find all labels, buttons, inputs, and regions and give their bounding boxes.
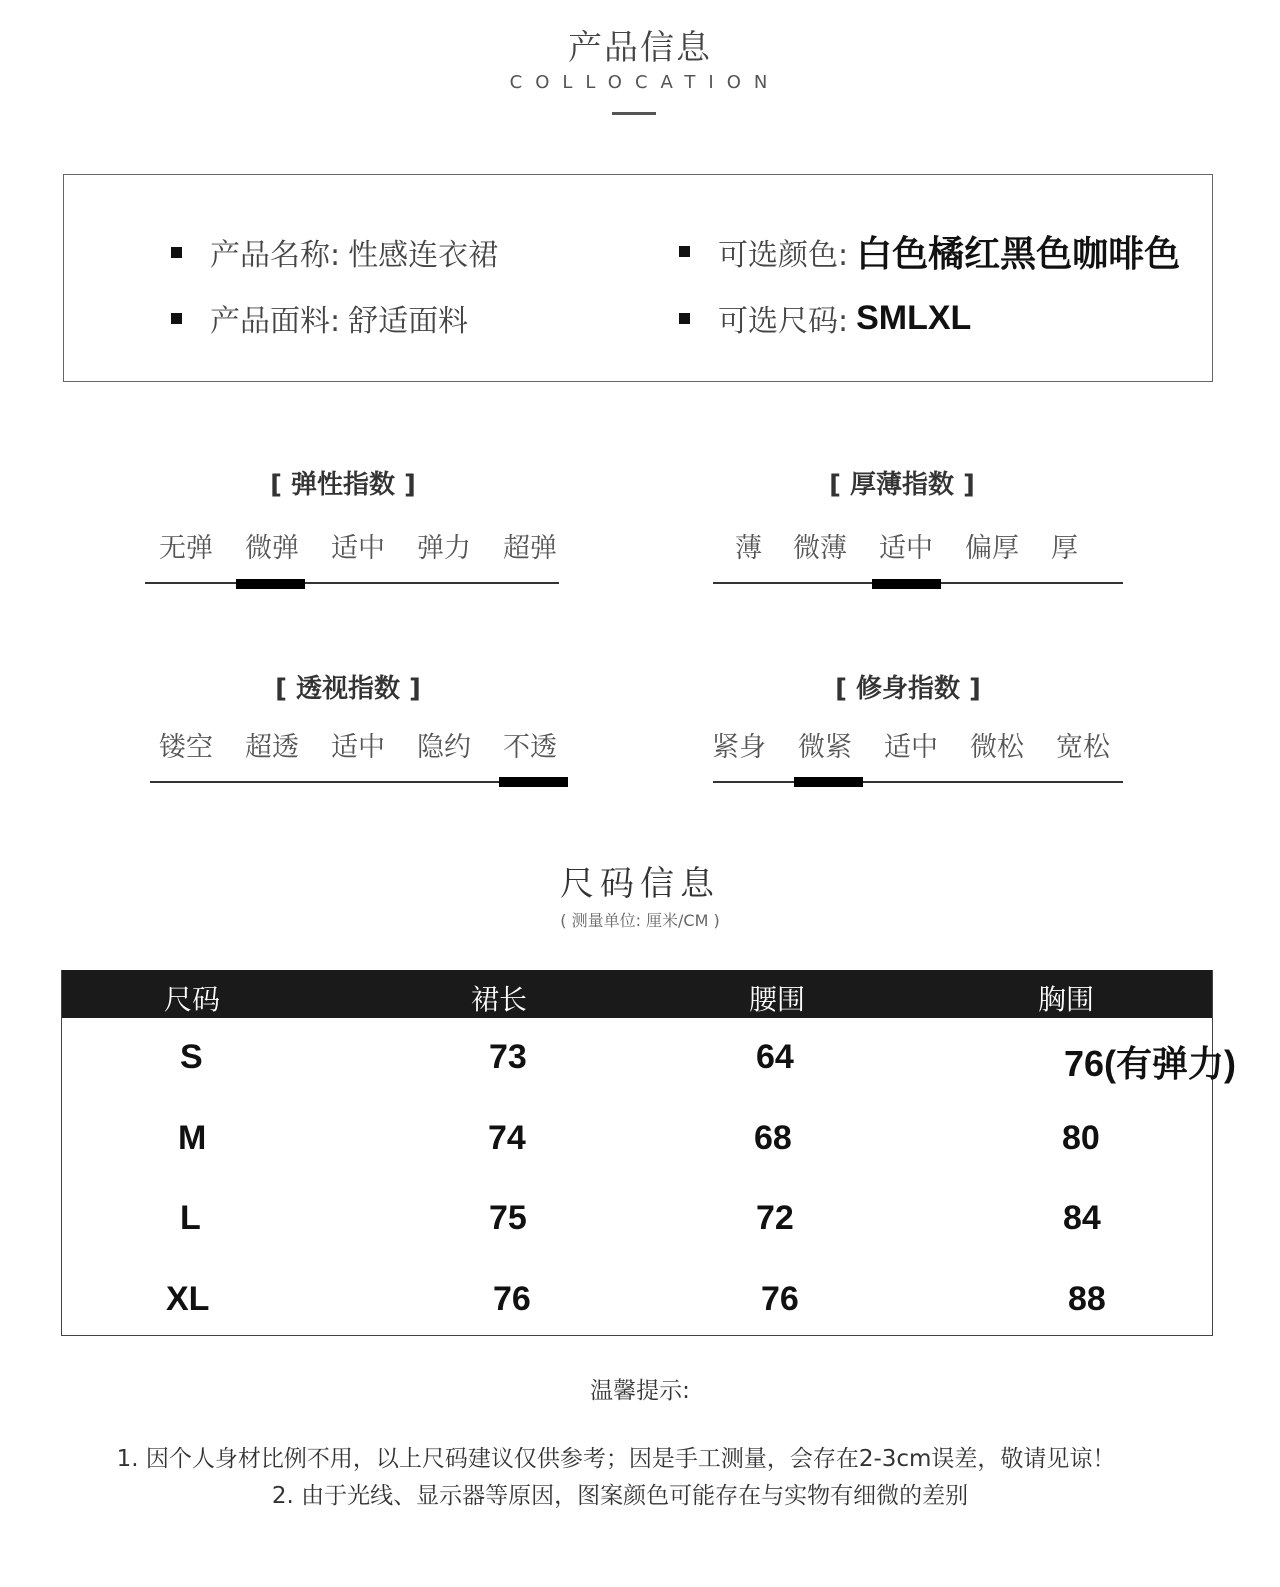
table-cell-waist: 72 <box>756 1199 794 1237</box>
column-header: 裙长 <box>471 983 528 1016</box>
fit-index-options <box>712 725 1142 764</box>
fit-option: 微松 <box>970 732 1024 763</box>
bullet-icon <box>679 246 690 257</box>
elasticity-scale-line <box>145 582 559 584</box>
table-cell-size: L <box>180 1199 201 1237</box>
info-item-size <box>679 296 971 340</box>
thickness-index-title: [ 厚薄指数 ] <box>829 470 975 500</box>
name-label: 产品名称: <box>210 238 341 273</box>
fit-scale-marker <box>794 777 863 787</box>
table-cell-waist: 64 <box>756 1038 794 1076</box>
table-cell-bust: 76(有弹力) <box>1064 1043 1237 1084</box>
transparency-option: 隐约 <box>417 732 471 763</box>
bullet-icon <box>171 247 182 258</box>
transparency-index-options <box>159 725 589 764</box>
bullet-icon <box>679 313 690 324</box>
table-cell-bust: 88 <box>1068 1280 1106 1318</box>
size-info-title: 尺码信息 <box>560 864 720 904</box>
color-value: 白色橘红黑色咖啡色 <box>856 234 1181 275</box>
elasticity-index-title: [ 弹性指数 ] <box>270 470 416 500</box>
info-item-color <box>679 226 1180 277</box>
size-value: SMLXL <box>856 298 972 337</box>
tip-line-2: 2. 由于光线、显示器等原因，图案颜色可能存在与实物有细微的差别 <box>271 1483 969 1509</box>
table-header <box>62 970 1212 1018</box>
size-label: 可选尺码: <box>718 304 849 339</box>
thickness-index-options <box>735 526 1137 565</box>
fabric-value: 舒适面料 <box>348 304 469 339</box>
name-value: 性感连衣裙 <box>348 238 499 273</box>
elasticity-option-selected: 微弹 <box>245 533 299 564</box>
column-header: 胸围 <box>1038 983 1095 1016</box>
transparency-scale-marker <box>499 777 568 787</box>
fabric-label: 产品面料: <box>210 304 341 339</box>
table-cell-size: M <box>178 1119 207 1157</box>
page-title: 产品信息 <box>568 28 712 68</box>
elasticity-index-options <box>159 526 589 565</box>
table-cell-bust: 80 <box>1062 1119 1100 1157</box>
bullet-icon <box>171 313 182 324</box>
thickness-option: 偏厚 <box>965 533 1019 564</box>
product-info-box <box>63 174 1213 382</box>
page-subtitle: COLLOCATION <box>509 72 781 93</box>
elasticity-option: 超弹 <box>503 533 557 564</box>
table-cell-length: 74 <box>488 1119 526 1157</box>
elasticity-scale-marker <box>236 579 305 589</box>
fit-option: 宽松 <box>1056 732 1110 763</box>
tips-title: 温馨提示: <box>590 1378 690 1404</box>
transparency-option: 适中 <box>331 732 385 763</box>
table-cell-length: 75 <box>489 1199 527 1237</box>
transparency-option: 超透 <box>245 732 299 763</box>
column-header: 腰围 <box>749 983 806 1016</box>
fit-scale-line <box>713 781 1123 783</box>
table-cell-length: 73 <box>489 1038 527 1076</box>
fit-option-selected: 微紧 <box>798 732 852 763</box>
color-label: 可选颜色: <box>718 237 849 273</box>
transparency-option: 镂空 <box>159 732 213 763</box>
transparency-index-title: [ 透视指数 ] <box>275 674 421 704</box>
table-cell-waist: 76 <box>761 1280 799 1318</box>
table-cell-bust: 84 <box>1063 1199 1101 1237</box>
fit-option: 紧身 <box>712 732 766 763</box>
elasticity-option: 弹力 <box>417 533 471 564</box>
elasticity-option: 适中 <box>331 533 385 564</box>
tip-line-1: 1. 因个人身材比例不用，以上尺码建议仅供参考；因是手工测量，会存在2-3cm误差，敬请见谅！ <box>116 1446 1116 1472</box>
fit-index-title: [ 修身指数 ] <box>835 674 981 704</box>
info-item-name <box>171 230 498 274</box>
thickness-option: 微薄 <box>793 533 847 564</box>
thickness-option: 厚 <box>1051 533 1078 564</box>
table-cell-waist: 68 <box>754 1119 792 1157</box>
info-item-fabric <box>171 296 468 340</box>
table-cell-size: XL <box>166 1280 210 1318</box>
title-divider <box>612 112 656 115</box>
table-cell-size: S <box>180 1038 203 1076</box>
elasticity-option: 无弹 <box>159 533 213 564</box>
size-unit-note: ( 测量单位: 厘米/CM ) <box>560 911 720 930</box>
fit-option: 适中 <box>884 732 938 763</box>
thickness-option: 薄 <box>735 533 762 564</box>
transparency-option-selected: 不透 <box>503 732 557 763</box>
thickness-option-selected: 适中 <box>879 533 933 564</box>
size-table <box>61 970 1237 1336</box>
table-cell-length: 76 <box>493 1280 531 1318</box>
thickness-scale-marker <box>872 579 941 589</box>
column-header: 尺码 <box>164 983 221 1016</box>
